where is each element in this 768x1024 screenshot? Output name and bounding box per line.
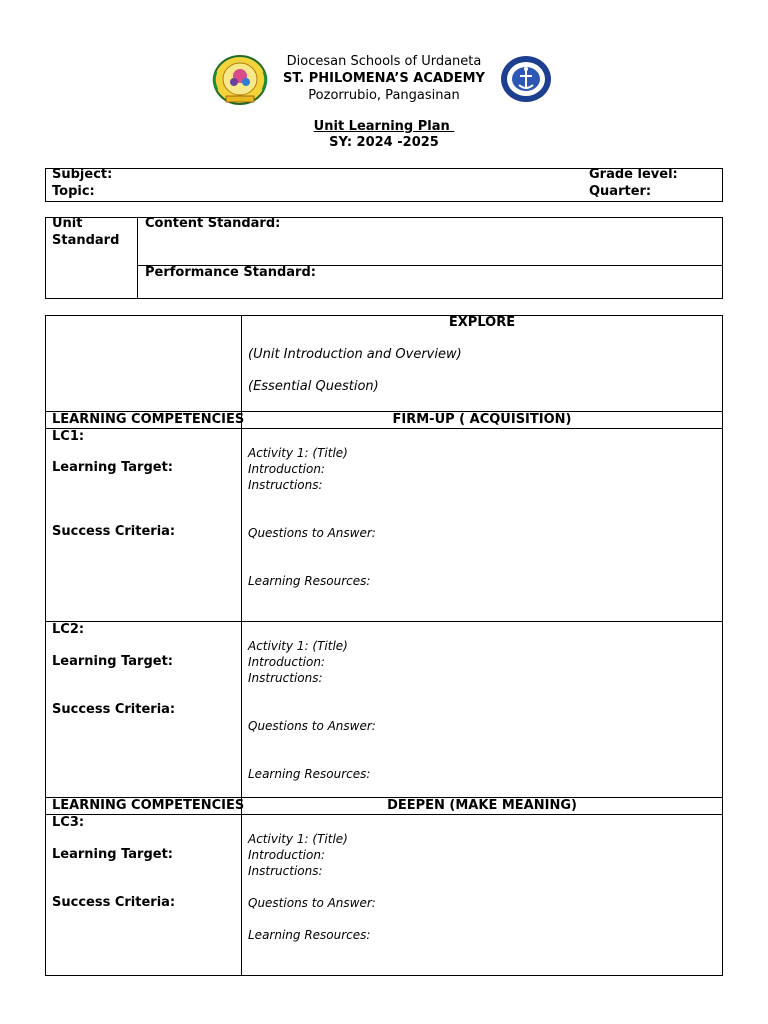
lc1-questions: Questions to Answer: [248, 526, 376, 540]
lc1-label: LC1: [52, 429, 85, 444]
competencies-header-2: LEARNING COMPETENCIES [52, 798, 245, 813]
explore-intro: (Unit Introduction and Overview) [248, 347, 462, 362]
lc3-instructions: Instructions: [248, 864, 323, 878]
academy-seal-logo [498, 54, 554, 104]
lc2-resources: Learning Resources: [248, 767, 371, 781]
lc3-learning-target: Learning Target: [52, 847, 173, 862]
grade-level-label: Grade level: [589, 167, 678, 182]
competencies-header-1: LEARNING COMPETENCIES [52, 412, 245, 427]
row-divider-deepen-header [45, 814, 723, 815]
explore-title: EXPLORE [448, 315, 516, 330]
lc1-learning-target: Learning Target: [52, 460, 173, 475]
document-title: Unit Learning Plan [313, 119, 455, 134]
school-name: ST. PHILOMENA’S ACADEMY [283, 71, 485, 86]
unit-standard-label-line1: Unit [52, 216, 83, 231]
lc3-questions: Questions to Answer: [248, 896, 376, 910]
deepen-header: DEEPEN (MAKE MEANING) [387, 798, 577, 813]
quarter-label: Quarter: [589, 184, 652, 199]
lc1-resources: Learning Resources: [248, 574, 371, 588]
lc1-activity: Activity 1: (Title) [248, 446, 348, 460]
lc2-introduction: Introduction: [248, 655, 325, 669]
lc3-activity: Activity 1: (Title) [248, 832, 348, 846]
lc1-success-criteria: Success Criteria: [52, 524, 176, 539]
lc1-introduction: Introduction: [248, 462, 325, 476]
row-divider-lc1 [45, 621, 723, 622]
lc2-learning-target: Learning Target: [52, 654, 173, 669]
lc1-instructions: Instructions: [248, 478, 323, 492]
lc2-instructions: Instructions: [248, 671, 323, 685]
content-standard-label: Content Standard: [145, 216, 281, 231]
lc3-introduction: Introduction: [248, 848, 325, 862]
subject-label: Subject: [52, 167, 113, 182]
lc2-label: LC2: [52, 622, 85, 637]
lc3-resources: Learning Resources: [248, 928, 371, 942]
lc2-success-criteria: Success Criteria: [52, 702, 176, 717]
org-name: Diocesan Schools of Urdaneta [286, 54, 482, 69]
unit-standard-label-line2: Standard [52, 233, 120, 248]
standards-divider [137, 217, 138, 299]
lc2-activity: Activity 1: (Title) [248, 639, 348, 653]
lc2-questions: Questions to Answer: [248, 719, 376, 733]
performance-standard-label: Performance Standard: [145, 265, 316, 280]
explore-question: (Essential Question) [248, 379, 379, 394]
row-divider-firmup-header [45, 428, 723, 429]
lc3-success-criteria: Success Criteria: [52, 895, 176, 910]
school-location: Pozorrubio, Pangasinan [308, 88, 460, 103]
topic-label: Topic: [52, 184, 95, 199]
lc3-label: LC3: [52, 815, 85, 830]
firmup-header: FIRM-UP ( ACQUISITION) [392, 412, 572, 427]
school-year: SY: 2024 -2025 [329, 135, 439, 150]
